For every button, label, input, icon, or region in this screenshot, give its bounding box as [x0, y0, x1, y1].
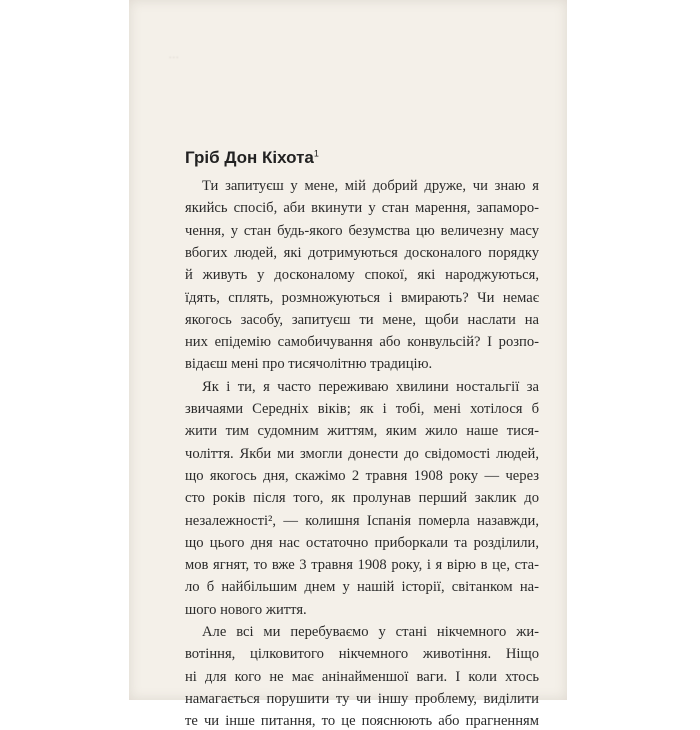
text-line: Ти запитуєш у мене, мій добрий друже, чи знаю я [202, 178, 539, 194]
bleed-through-header [169, 50, 529, 61]
text-line: що якогось дня, скажімо 2 травня 1908 року — через [185, 467, 539, 484]
chapter-title [185, 148, 319, 168]
text-line: сто років після того, як пролунав перший заклик до [185, 490, 539, 507]
text-line: них епідемію самобичування або конвульсій? І розпо- [185, 334, 539, 351]
text-line: їдять, сплять, розмножуються і вмирають? Чи немає [185, 289, 539, 306]
book-page [129, 0, 567, 730]
text-line: чоліття. Якби ми змогли донести до свідомості людей, [185, 445, 539, 462]
text-line: відаєш мені про тисячолітню традицію. [185, 356, 433, 373]
text-line: звичаями Середніх віків; як і тобі, мені хотілося б [185, 401, 539, 417]
bleed-header-left: ... [169, 50, 180, 61]
text-line: вбогих людей, які дотримуються досконалого порядку [185, 244, 539, 261]
text-line: те чи інше питання, то це пояснюють або прагненням [185, 713, 539, 730]
chapter-title-text: Гріб Дон Кіхота [185, 148, 314, 167]
title-footnote-marker: 1 [313, 148, 319, 159]
text-line: й живуть у досконалому спокої, які народжуються, [185, 267, 539, 284]
text-line: вотіння, цілковитого нікчемного животіння. Ніщо [185, 646, 539, 663]
text-line: мов ягнят, то вже 3 травня 1908 року, і я вірю в це, ста- [185, 557, 539, 574]
text-line: якийсь спосіб, аби вкинути у стан марення, запаморо- [185, 200, 539, 217]
text-line: Але всі ми перебуваємо у стані нікчемного жи- [202, 624, 539, 640]
text-line: жити тим судомним життям, яким жило наше тися- [185, 423, 539, 440]
text-line: що цього дня нас остаточно приборкали та розділили, [185, 534, 539, 551]
text-line: незалежності², — колишня Іспанія померла назавжди, [185, 512, 539, 529]
text-line: якогось засобу, запитуєш ти мене, щоби наслати на [185, 311, 539, 328]
text-line: шого нового життя. [185, 601, 307, 618]
text-line: ло б найбільшим днем у нашій історії, світанком на- [185, 579, 539, 596]
text-line: ні для кого не має анінайменшої ваги. І коли хтось [185, 668, 539, 685]
text-line: намагається порушити ту чи іншу проблему, виділити [185, 690, 539, 707]
text-line: Як і ти, я часто переживаю хвилини ностальгії за [202, 378, 539, 395]
text-line: чення, у стан будь-якого безумства цю величезну масу [185, 222, 539, 239]
